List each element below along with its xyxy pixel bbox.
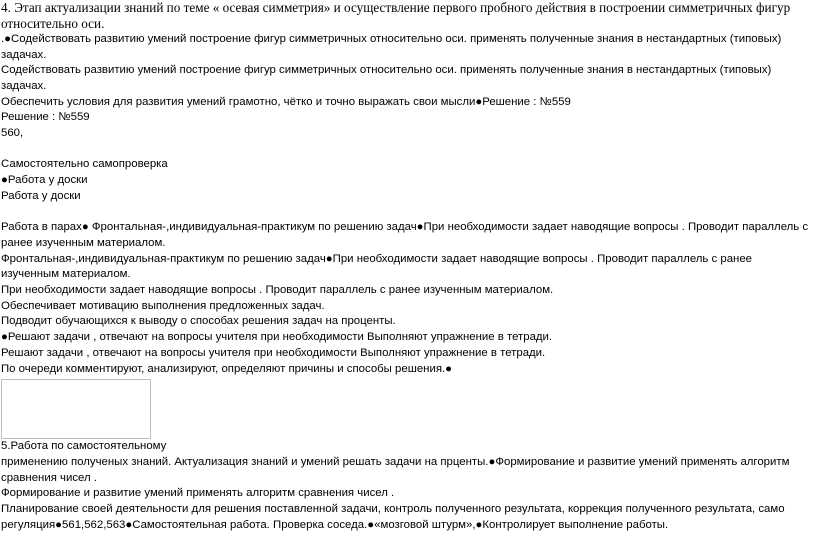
solve-tasks-line-1: ●Решают задачи , отвечают на вопросы учителя при необходимости Выполняют упражнение в тетради. xyxy=(1,331,553,344)
section-4-heading: 4. Этап актуализации знаний по теме « осевая симметрия» и осуществление первого пробного действия в построении симметричных фигур относительно оси. xyxy=(1,0,791,31)
pair-work-line: Работа в парах● Фронтальная-,индивидуальная-практикум по решению задач●При необходимости задает наводящие вопросы . Проводит параллель с ранее изученным материалом. xyxy=(1,221,809,249)
solution-line: Решение : №559 xyxy=(1,111,90,124)
image-placeholder xyxy=(1,379,151,439)
board-work-line-2: Работа у доски xyxy=(1,189,81,202)
section-5-heading: 5.Работа по самостоятельному xyxy=(1,440,167,453)
frontal-work-line: Фронтальная-,индивидуальная-практикум по решению задач●При необходимости задает наводящие вопросы . Проводит параллель с ранее изученным материалом. xyxy=(1,252,753,281)
goal-line-3: Обеспечить условия для развития умений грамотно, чётко и точно выражать свои мысли●Решение : №559 xyxy=(1,95,571,108)
solve-tasks-line-2: Решают задачи , отвечают на вопросы учителя при необходимости Выполняют упражнение в тетради. xyxy=(1,346,546,359)
board-work-line-1: ●Работа у доски xyxy=(1,174,88,187)
problem-number-line: 560, xyxy=(1,127,24,140)
conclusion-line: Подводит обучающихся к выводу о способах решения задач на проценты. xyxy=(1,315,396,328)
self-check-line: Самостоятельно самопроверка xyxy=(1,158,168,171)
goal-line-1: .●Содействовать развитию умений построение фигур симметричных относительно оси. применять полученные знания в нестандартных (типовых) задачах. xyxy=(1,32,782,61)
planning-line: Планирование своей деятельности для решения поставленной задачи, контроль полученного результата, коррекция полученного результата, само регуляция●561,562,563●Самостоятельная работа. Проверка соседа.●«мозговой штурм»,●Контролирует выполнение работы. xyxy=(1,503,785,531)
comment-line: По очереди комментируют, анализируют, определяют причины и способы решения.● xyxy=(1,362,453,375)
algorithm-line: Формирование и развитие умений применять алгоритм сравнения чисел . xyxy=(1,487,395,500)
document-page xyxy=(1,0,813,533)
guiding-questions-line: При необходимости задает наводящие вопросы . Проводит параллель с ранее изученным материалом. xyxy=(1,284,554,297)
spacer xyxy=(1,142,813,158)
motivation-line: Обеспечивает мотивацию выполнения предложенных задач. xyxy=(1,299,325,312)
section-5-goal-line: применению полученых знаний. Актуализация знаний и умений решать задачи на прценты.●Формирование и развитие умений применять алгоритм сравнения чисел . xyxy=(1,455,790,484)
spacer xyxy=(1,205,813,221)
goal-line-2: Содействовать развитию умений построение фигур симметричных относительно оси. применять полученные знания в нестандартных (типовых) задачах. xyxy=(1,64,772,92)
